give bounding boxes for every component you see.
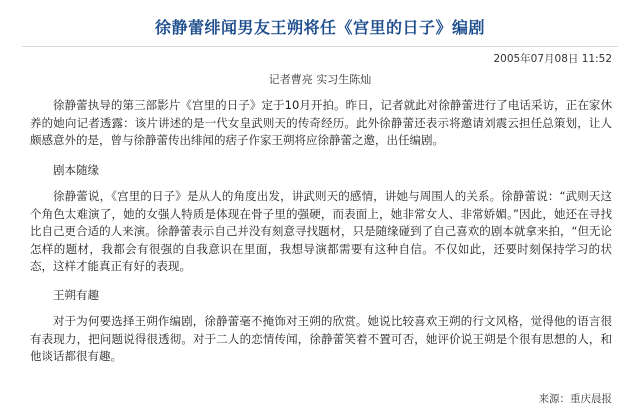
section-heading-wangshuo: 王朔有趣 [53,288,99,302]
section-paragraph-script: 徐静蕾说，《宫里的日子》是从人的角度出发，讲武则天的感情，讲她与周围人的关系。徐静蕾说：“武则天这个角色太难演了，她的女强人特质是体现在骨子里的强硬，而表面上，她非常女人、非常娇媚。”因此，她还在寻找比自己更合适的人来演。徐静蕾表示自己并没有刻意寻找题材，只是随缘碰到了自己喜欢的剧本就拿来拍，“但无论怎样的题材，我都会有很强的自我意识在里面，我想导演都需要有这种自信。不仅如此，还要时刻保持学习的状态，这样才能真正有好的表现。 [30,189,612,273]
title-divider [22,46,618,47]
section-heading-script: 剧本随缘 [53,163,99,177]
article-source: 来源：重庆晨报 [538,393,612,405]
article-title: 徐静蕾绯闻男友王朔将任《宫里的日子》编剧 [154,18,485,37]
section-paragraph-wangshuo: 对于为何要选择王朔作编剧，徐静蕾毫不掩饰对王朔的欣赏。她说比较喜欢王朔的行文风格，觉得他的语言很有表现力，把问题说得很透彻。对于二人的恋情传闻，徐静蕾笑着不置可否，她评价说王朔是个很有思想的人，和他谈话都很有趣。 [30,314,612,363]
article-byline: 记者曹亮 实习生陈灿 [268,73,372,86]
intro-paragraph: 徐静蕾执导的第三部影片《宫里的日子》定于10月开拍。昨日，记者就此对徐静蕾进行了电话采访，正在家休养的她向记者透露：该片讲述的是一代女皇武则天的传奇经历。此外徐静蕾还表示将邀请刘震云担任总策划，让人颇感意外的是，曾与徐静蕾传出绯闻的痞子作家王朔将应徐静蕾之邀，出任编剧。 [30,98,612,147]
publish-timestamp: 2005年07月08日 11:52 [493,53,612,65]
